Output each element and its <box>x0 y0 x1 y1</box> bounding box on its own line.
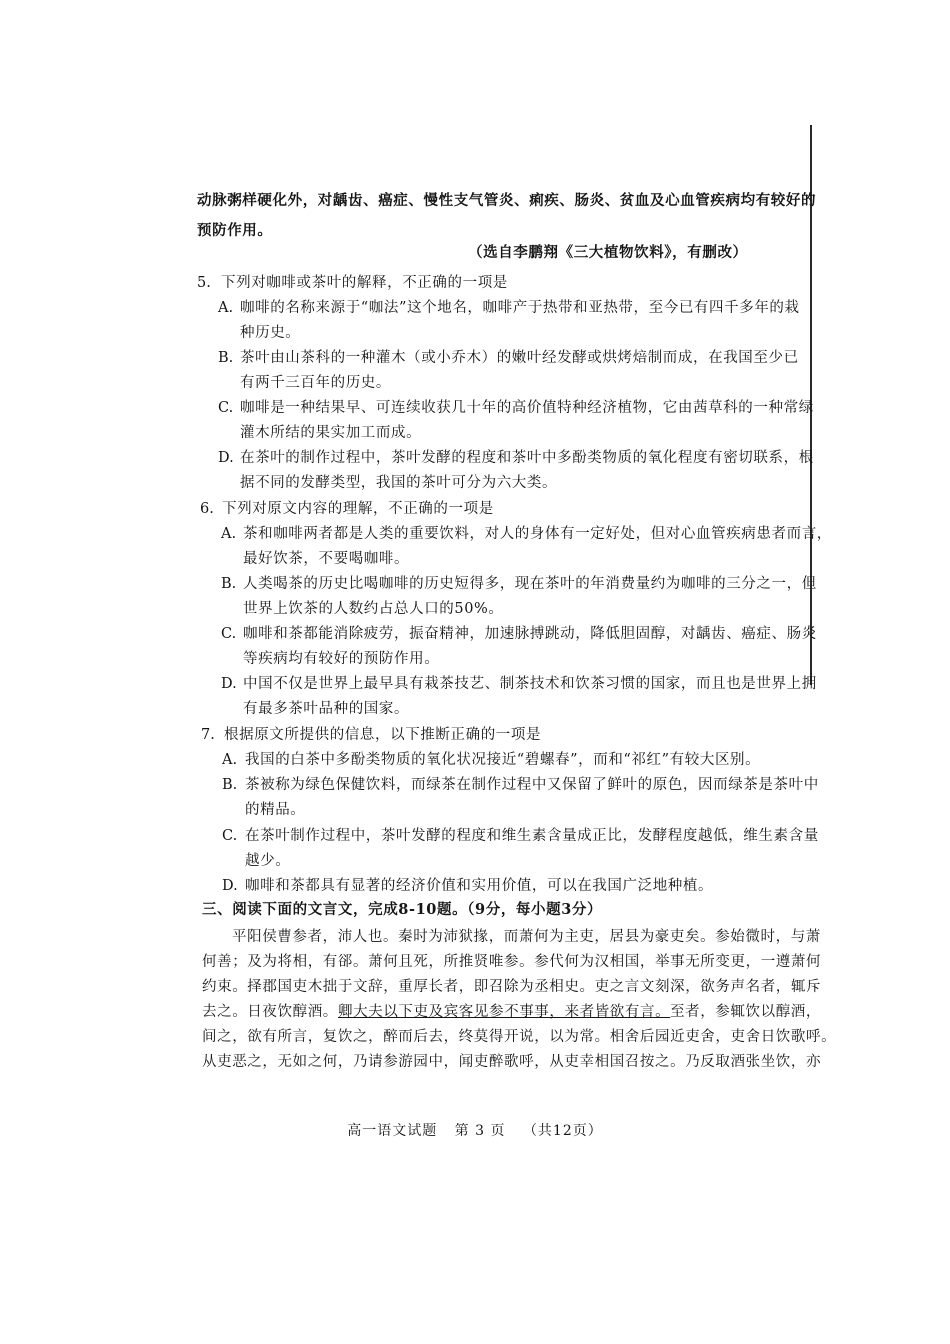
passage-continuation-line: 动脉粥样硬化外，对龋齿、癌症、慢性支气管炎、痢疾、肠炎、贫血及心血管疾病均有较好的 <box>197 192 817 209</box>
page-footer <box>0 1120 950 1140</box>
option-label: B. <box>221 576 237 592</box>
classical-text-line: 约束。择郡国吏木拙于文辞，重厚长者，即召除为丞相史。吏之言文刻深，欲务声名者，辄斥 <box>202 979 822 995</box>
classical-text-line: 至者，参辄饮以醇酒， <box>670 1004 821 1020</box>
option-text: 种历史。 <box>240 325 301 341</box>
option-label: B. <box>222 777 238 793</box>
option-label: D. <box>218 450 234 466</box>
classical-text-line: 平阳侯曹参者，沛人也。秦时为沛狱掾，而萧何为主吏，居县为豪吏矣。参始微时，与萧 <box>232 929 821 945</box>
option-text: 有最多茶叶品种的国家。 <box>243 701 410 717</box>
option-text: 世界上饮茶的人数约占总人口的50%。 <box>243 601 504 617</box>
option-text: 咖啡的名称来源于“咖法”这个地名，咖啡产于热带和亚热带，至今已有四千多年的栽 <box>240 300 800 316</box>
option-label: A. <box>221 526 237 542</box>
section-title: 三、阅读下面的文言文，完成8-10题。（9分，每小题3分） <box>202 901 603 918</box>
classical-text-line: 去之。日夜饮醇酒。 <box>202 1004 338 1020</box>
footer-page: 第 3 页 <box>454 1123 506 1139</box>
option-text: 我国的白茶中多酚类物质的氧化状况接近“碧螺春”，而和“祁红”有较大区别。 <box>245 752 761 768</box>
option-label: A. <box>218 300 234 316</box>
option-text: 的精品。 <box>245 802 306 818</box>
option-text: 咖啡和茶都具有显著的经济价值和实用价值，可以在我国广泛地种植。 <box>245 878 714 894</box>
footer-total: （共12页） <box>522 1123 603 1139</box>
option-text: 等疾病均有较好的预防作用。 <box>243 651 440 667</box>
option-text: 越少。 <box>245 853 291 869</box>
option-text: 在茶叶的制作过程中，茶叶发酵的程度和茶叶中多酚类物质的氧化程度有密切联系，根 <box>240 450 814 466</box>
passage-source: （选自李鹏翔《三大植物饮料》，有删改） <box>468 244 748 261</box>
option-label: C. <box>222 828 238 844</box>
question-number: 5. <box>197 275 211 291</box>
option-label: D. <box>222 878 238 894</box>
option-label: A. <box>222 752 238 768</box>
option-text: 有两千三百年的历史。 <box>240 375 391 391</box>
underlined-sentence: 卿大夫以下吏及宾客见参不事事，来者皆欲有言。 <box>338 1004 671 1020</box>
question-number: 6. <box>200 501 214 517</box>
option-text: 人类喝茶的历史比喝咖啡的历史短得多，现在茶叶的年消费量约为咖啡的三分之一，但 <box>243 576 817 592</box>
classical-text-line: 何善；及为将相，有郤。萧何且死，所推贤唯参。参代何为汉相国，举事无所变更，一遵萧何 <box>202 954 822 970</box>
option-text: 灌木所结的果实加工而成。 <box>240 425 422 441</box>
passage-continuation-line: 预防作用。 <box>197 222 273 239</box>
option-text: 据不同的发酵类型，我国的茶叶可分为六大类。 <box>240 475 558 491</box>
option-text: 在茶叶制作过程中，茶叶发酵的程度和维生素含量成正比，发酵程度越低，维生素含量 <box>245 828 819 844</box>
footer-subject: 高一语文试题 <box>347 1123 438 1139</box>
option-label: C. <box>221 626 237 642</box>
option-text: 最好饮茶，不要喝咖啡。 <box>243 551 410 567</box>
option-text: 茶叶由山茶科的一种灌木（或小乔木）的嫩叶经发酵或烘烤焙制而成，在我国至少已 <box>240 350 799 366</box>
classical-text-line: 间之，欲有所言，复饮之，醉而后去，终莫得开说，以为常。相舍后园近吏舍，吏舍日饮歌呼。 <box>202 1029 837 1045</box>
option-text: 咖啡是一种结果早、可连续收获几十年的高价值特种经济植物，它由茜草科的一种常绿 <box>240 400 814 416</box>
question-number: 7. <box>201 727 215 743</box>
classical-text-line: 从吏恶之，无如之何，乃请参游园中，闻吏醉歌呼，从吏幸相国召按之。乃反取酒张坐饮，亦 <box>202 1054 822 1070</box>
option-label: D. <box>221 676 237 692</box>
question-stem: 根据原文所提供的信息，以下推断正确的一项是 <box>224 727 542 743</box>
question-stem: 下列对原文内容的理解，不正确的一项是 <box>222 501 494 517</box>
option-label: C. <box>218 400 234 416</box>
option-text: 咖啡和茶都能消除疲劳，振奋精神，加速脉搏跳动，降低胆固醇，对龋齿、癌症、肠炎 <box>243 626 817 642</box>
option-text: 中国不仅是世界上最早具有栽茶技艺、制茶技术和饮茶习惯的国家，而且也是世界上拥 <box>243 676 817 692</box>
question-stem: 下列对咖啡或茶叶的解释，不正确的一项是 <box>221 275 508 291</box>
option-label: B. <box>218 350 234 366</box>
option-text: 茶和咖啡两者都是人类的重要饮料，对人的身体有一定好处，但对心血管疾病患者而言， <box>243 526 832 542</box>
option-text: 茶被称为绿色保健饮料，而绿茶在制作过程中又保留了鲜叶的原色，因而绿茶是茶叶中 <box>245 777 819 793</box>
